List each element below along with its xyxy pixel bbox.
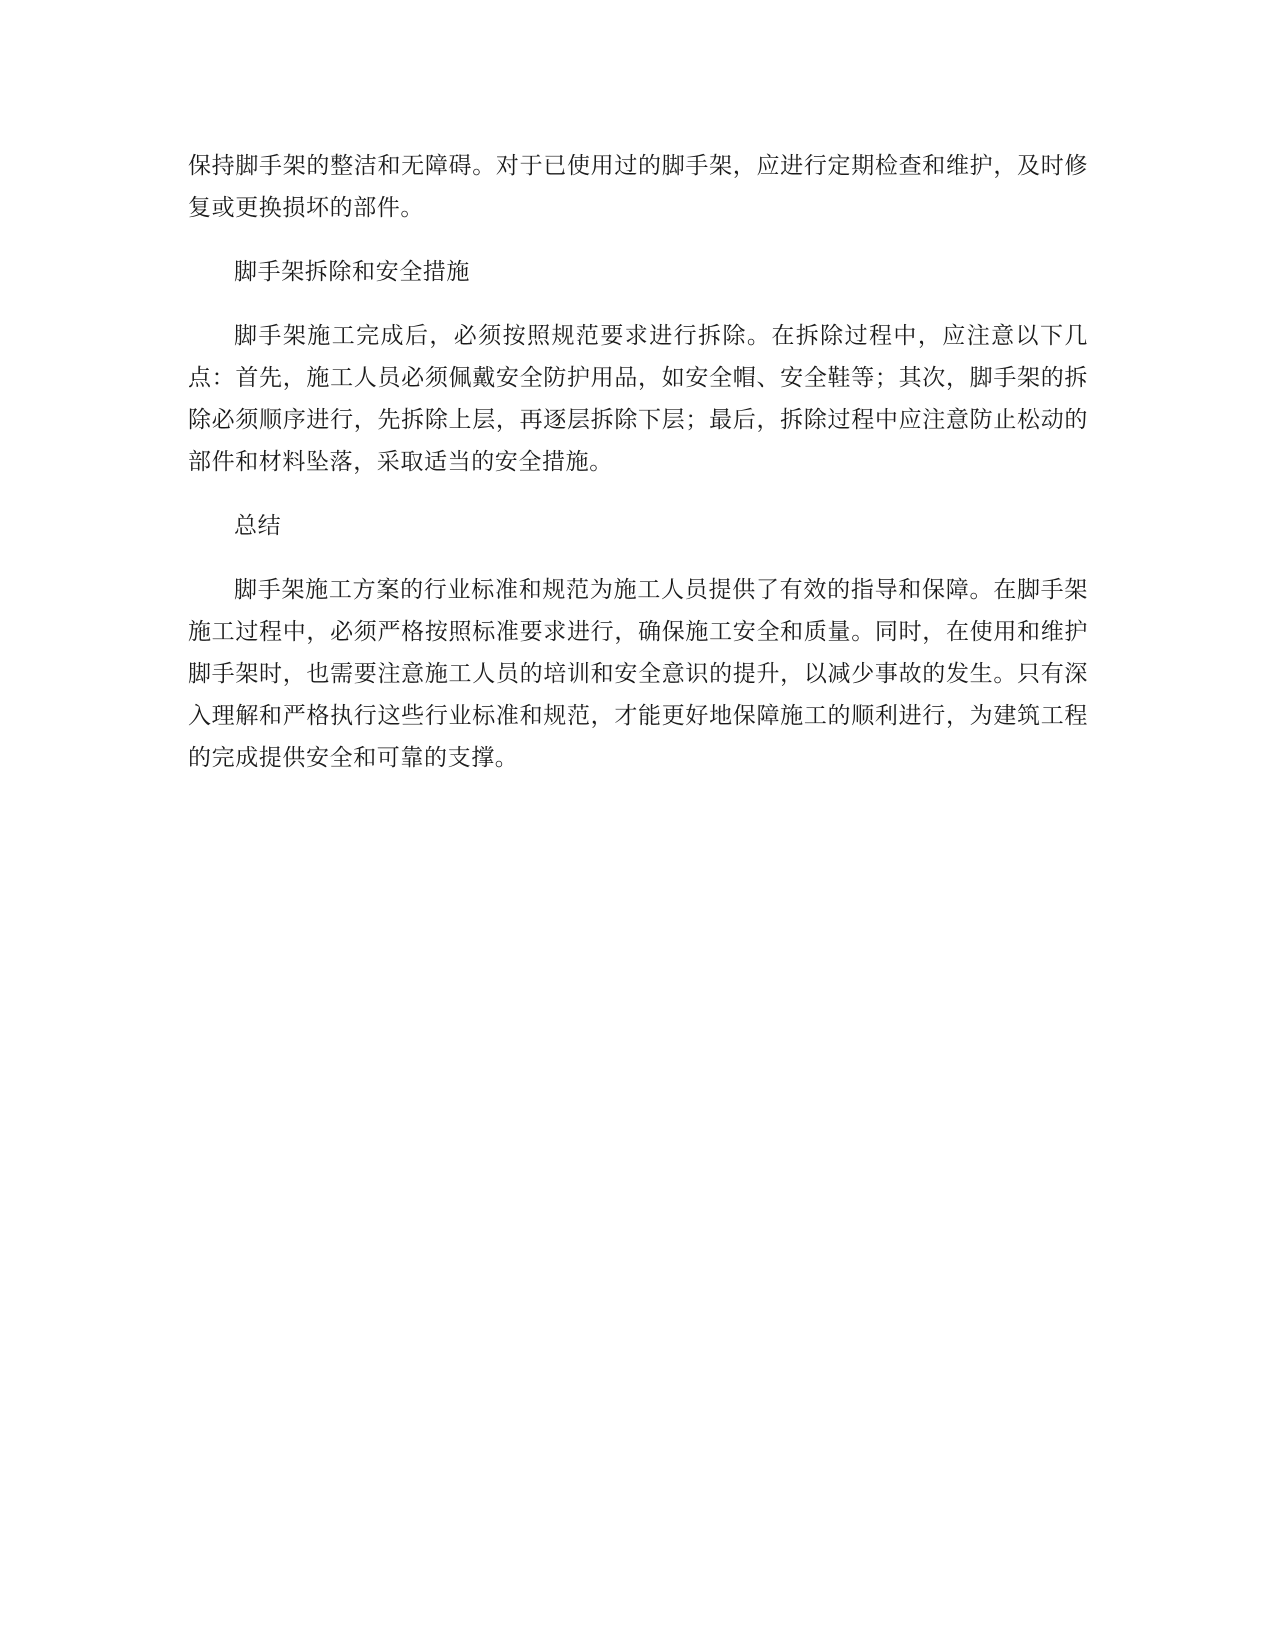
paragraph-dismantling: 脚手架施工完成后，必须按照规范要求进行拆除。在拆除过程中，应注意以下几点：首先，施工人员必须佩戴安全防护用品，如安全帽、安全鞋等；其次，脚手架的拆除必须顺序进行，先拆除上层，再逐层拆除下层；最后，拆除过程中应注意防止松动的部件和材料坠落，采取适当的安全措施。 — [188, 323, 1088, 475]
paragraph-maintenance: 保持脚手架的整洁和无障碍。对于已使用过的脚手架，应进行定期检查和维护，及时修复或更换损坏的部件。 — [188, 153, 1088, 221]
section-heading-summary: 总结 — [234, 513, 282, 539]
paragraph-summary: 脚手架施工方案的行业标准和规范为施工人员提供了有效的指导和保障。在脚手架施工过程中，必须严格按照标准要求进行，确保施工安全和质量。同时，在使用和维护脚手架时，也需要注意施工人员的培训和安全意识的提升，以减少事故的发生。只有深入理解和严格执行这些行业标准和规范，才能更好地保障施工的顺利进行，为建筑工程的完成提供安全和可靠的支撑。 — [188, 577, 1088, 771]
document-body — [188, 145, 1088, 801]
section-heading-dismantling: 脚手架拆除和安全措施 — [234, 259, 470, 285]
